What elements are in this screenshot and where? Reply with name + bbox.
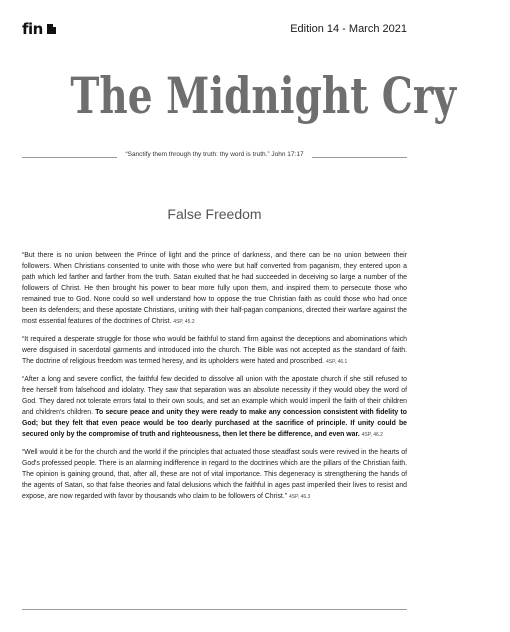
paragraph-4	[22, 447, 407, 503]
paragraph-reference: 4SP, 45.2	[173, 319, 195, 325]
paragraph-text: “It required a desperate struggle for those who would be faithful to stand firm against the deceptions and abominations which were disguised in sacerdotal garments and introduced into the church. The Bible was not accepted as the standard of faith. The doctrine of religious freedom was termed heresy, and its upholders were hated and proscribed.	[22, 336, 407, 365]
paragraph-emphasis: To secure peace and unity they were ready to make any concession consistent with fidelity to God; but they felt that even peace would be too dearly purchased at the sacrifice of principle. If unity could be secured only by the compromise of truth and righteousness, then let there be difference, and even war.	[22, 409, 407, 438]
article-body	[22, 250, 407, 509]
paragraph-reference: 4SP, 46.2	[361, 432, 383, 438]
logo-text: fin	[22, 20, 43, 38]
edition-label: Edition 14 - March 2021	[290, 23, 407, 35]
paragraph-reference: 4SP, 46.3	[288, 494, 311, 500]
article-title: False Freedom	[167, 206, 262, 222]
tagline	[22, 151, 407, 158]
logo	[22, 20, 56, 38]
paragraph-text: “After a long and severe conflict, the faithful few decided to dissolve all union with the apostate church if she still refused to free herself from falsehood and idolatry. They saw that separation was an absolute necessity if they would obey the word of God. They dared not tolerate errors fatal to their own souls, and set an example which would imperil the faith of their children and children's children.	[22, 376, 407, 416]
masthead-title: The Midnight Cry	[70, 66, 457, 125]
paragraph-1	[22, 250, 407, 328]
tagline-text: “Sanctify them through thy truth: thy word is truth.” John 17:17	[117, 151, 311, 158]
paragraph-2	[22, 334, 407, 368]
bottom-divider	[22, 609, 407, 610]
paragraph-text: “Well would it be for the church and the world if the principles that actuated those steadfast souls were revived in the hearts of God's professed people. There is an alarming indifference in regard to the doctrines which are the pillars of the Christian faith. The opinion is gaining ground, that, after all, these are not of vital importance. This degeneracy is strengthening the hands of the agents of Satan, so that false theories and fatal delusions which the faithful in ages past imperiled their lives to resist and expose, are now regarded with favor by thousands who claim to be followers of Christ.”	[22, 449, 407, 500]
paragraph-3	[22, 374, 407, 441]
paragraph-reference: 4SP, 46.1	[326, 359, 348, 365]
masthead	[16, 56, 457, 136]
logo-mark-icon	[47, 24, 56, 34]
header-bar	[22, 20, 407, 38]
paragraph-text: “But there is no union between the Prince of light and the prince of darkness, and there can be no union between their followers. When Christians consented to unite with those who were but half converted from paganism, they entered upon a path which led farther and farther from the truth. Satan exulted that he had succeeded in deceiving so large a number of the followers of Christ. He then brought his power to bear more fully upon them, and inspired them to persecute those who remained true to God. None could so well understand how to oppose the true Christian faith as could those who had once been its defenders; and these apostate Christians, uniting with their half-pagan companions, directed their warfare against the most essential features of the doctrines of Christ.	[22, 252, 407, 325]
